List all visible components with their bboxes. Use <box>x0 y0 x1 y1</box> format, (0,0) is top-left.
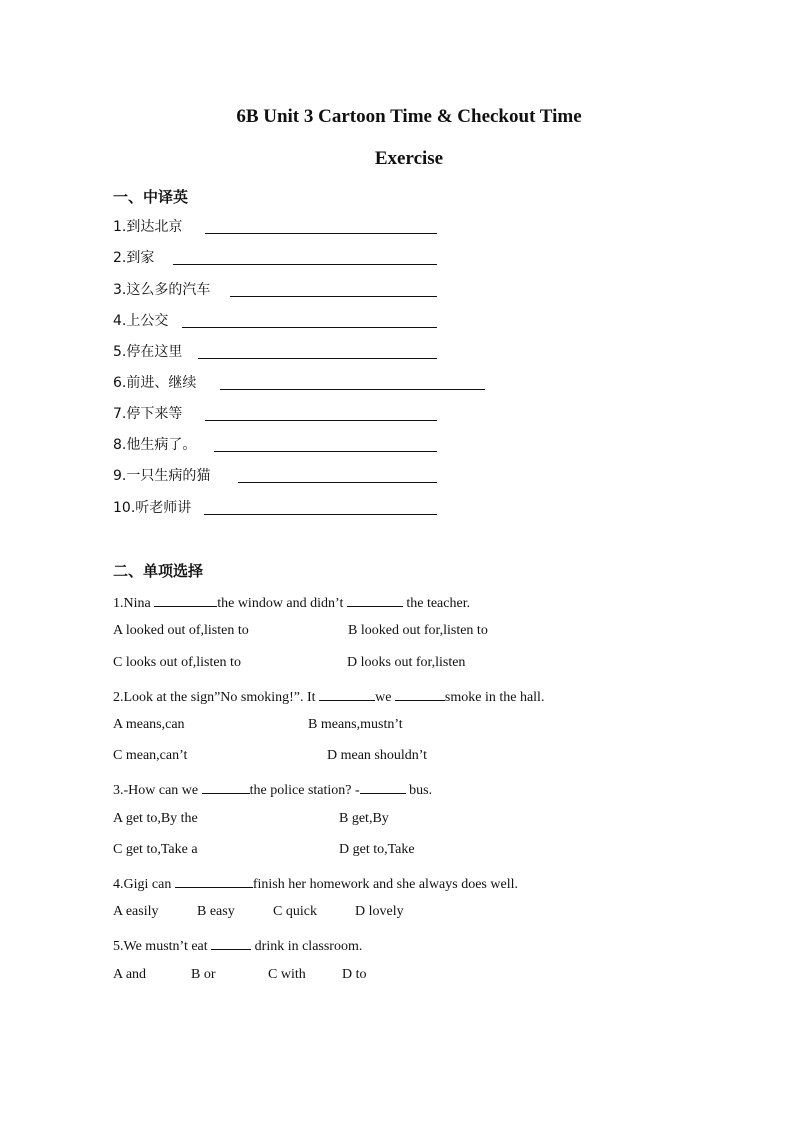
answer-blank[interactable] <box>173 264 437 265</box>
question-text: we <box>375 690 395 705</box>
item-text: 8.他生病了。 <box>113 437 197 453</box>
answer-blank[interactable] <box>182 327 437 328</box>
answer-blank[interactable] <box>202 779 250 794</box>
option-a[interactable]: A means,can <box>113 717 185 732</box>
item-text: 9.一只生病的猫 <box>113 468 211 484</box>
question-text: 2.Look at the sign”No smoking!”. It <box>113 690 320 705</box>
question-text: 1.Nina <box>113 596 155 611</box>
answer-blank[interactable] <box>175 873 253 888</box>
option-b[interactable]: B or <box>191 967 216 982</box>
item-text: 10.听老师讲 <box>113 500 192 516</box>
option-b[interactable]: B means,mustn’t <box>308 717 403 732</box>
item-text: 6.前进、继续 <box>113 375 197 391</box>
question-text: 3.-How can we <box>113 783 202 798</box>
answer-blank[interactable] <box>154 592 217 607</box>
item-text: 4.上公交 <box>113 313 169 329</box>
page-subtitle: Exercise <box>374 148 444 169</box>
option-b[interactable]: B looked out for,listen to <box>348 623 488 638</box>
section-heading-translation: 一、中译英 <box>113 188 189 206</box>
option-b[interactable]: B easy <box>197 904 235 919</box>
answer-blank[interactable] <box>319 686 375 701</box>
option-d[interactable]: D looks out for,listen <box>347 655 466 670</box>
answer-blank[interactable] <box>204 514 437 515</box>
option-d[interactable]: D get to,Take <box>339 842 415 857</box>
answer-blank[interactable] <box>205 420 437 421</box>
answer-blank[interactable] <box>214 451 437 452</box>
answer-blank[interactable] <box>205 233 437 234</box>
answer-blank[interactable] <box>360 779 406 794</box>
item-text: 5.停在这里 <box>113 344 183 360</box>
option-c[interactable]: C quick <box>273 904 317 919</box>
question-text: bus. <box>405 783 433 798</box>
answer-blank[interactable] <box>230 296 437 297</box>
item-text: 7.停下来等 <box>113 406 183 422</box>
question-text: the teacher. <box>402 596 471 611</box>
question-text: finish her homework and she always does well. <box>252 877 518 892</box>
question-3 <box>113 779 432 803</box>
option-c[interactable]: C mean,can’t <box>113 748 188 763</box>
section-heading-multiple-choice: 二、单项选择 <box>113 562 204 580</box>
question-1 <box>113 592 470 616</box>
answer-blank[interactable] <box>238 482 437 483</box>
option-a[interactable]: A and <box>113 967 147 982</box>
question-5 <box>113 935 362 959</box>
answer-blank[interactable] <box>211 935 251 950</box>
option-d[interactable]: D lovely <box>355 904 404 919</box>
question-text: smoke in the hall. <box>444 690 545 705</box>
option-d[interactable]: D mean shouldn’t <box>327 748 428 763</box>
question-text: the window and didn’t <box>217 596 347 611</box>
question-text: drink in classroom. <box>251 939 363 954</box>
answer-blank[interactable] <box>395 686 445 701</box>
question-text: 4.Gigi can <box>113 877 175 892</box>
option-c[interactable]: C looks out of,listen to <box>113 655 241 670</box>
option-c[interactable]: C get to,Take a <box>113 842 198 857</box>
question-text: 5.We mustn’t eat <box>113 939 212 954</box>
answer-blank[interactable] <box>198 358 437 359</box>
item-text: 1.到达北京 <box>113 219 183 235</box>
question-4 <box>113 873 518 897</box>
answer-blank[interactable] <box>347 592 403 607</box>
option-b[interactable]: B get,By <box>339 811 389 826</box>
item-text: 3.这么多的汽车 <box>113 282 211 298</box>
option-c[interactable]: C with <box>268 967 306 982</box>
option-d[interactable]: D to <box>342 967 367 982</box>
question-2 <box>113 686 544 710</box>
option-a[interactable]: A easily <box>113 904 159 919</box>
item-text: 2.到家 <box>113 250 155 266</box>
option-a[interactable]: A looked out of,listen to <box>113 623 249 638</box>
option-a[interactable]: A get to,By the <box>113 811 198 826</box>
page-title: 6B Unit 3 Cartoon Time & Checkout Time <box>236 106 582 127</box>
answer-blank[interactable] <box>220 389 485 390</box>
question-text: the police station? - <box>249 783 360 798</box>
